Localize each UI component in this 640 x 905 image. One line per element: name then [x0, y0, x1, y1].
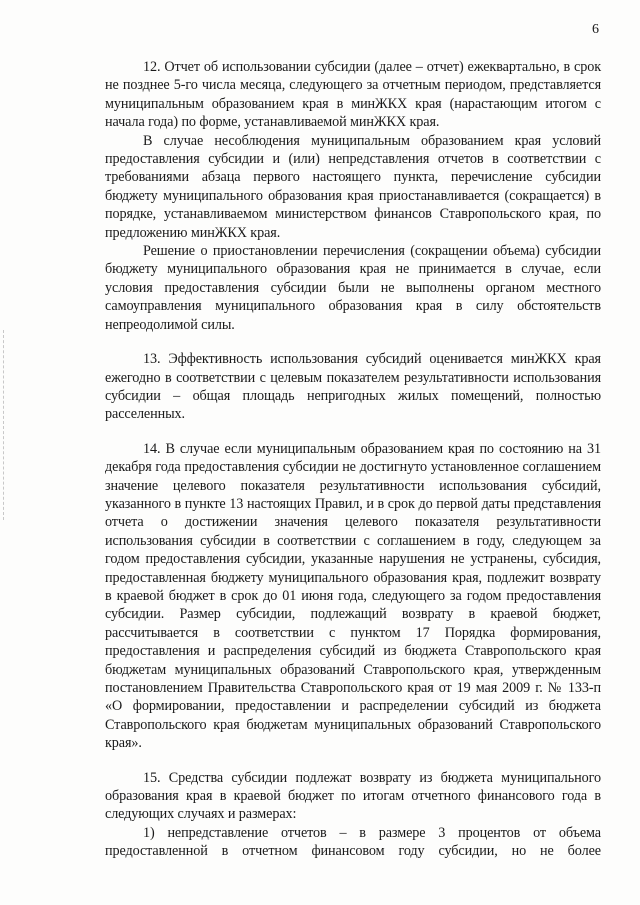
- paragraph-15-item-1: 1) непредставление отчетов – в размере 3 процентов от объема предоставленной в отчетном финансовом году субсидии, но не более: [105, 824, 601, 860]
- paragraph-gap: [105, 334, 601, 350]
- paragraph-gap: [105, 424, 601, 440]
- paragraph-12: 12. Отчет об использовании субсидии (далее – отчет) ежеквартально, в срок не позднее 5-го числа месяца, следующего за отчетным периодом, представляется муниципальным образованием края в минЖКХ края (нарастающим итогом с начала года) по форме, устанавливаемой минЖКХ края.: [105, 59, 601, 131]
- paragraph-gap: [105, 753, 601, 769]
- page-number: 6: [592, 22, 599, 37]
- paragraph-15: 15. Средства субсидии подлежат возврату из бюджета муниципального образования края в краевой бюджет по итогам отчетного финансового года в следующих случаях и размерах:: [105, 769, 601, 823]
- paragraph-12-noncompliance: В случае несоблюдения муниципальным образованием края условий предоставления субсидии и (или) непредставления отчетов в соответствии с требованиями абзаца первого настоящего пункта, перечисление субсидии бюджету муниципального образования края приостанавливается (сокращается) в порядке, устанавливаемом министерством финансов Ставропольского края, по предложению минЖКХ края.: [105, 132, 601, 241]
- document-body: [105, 58, 601, 861]
- paragraph-14: 14. В случае если муниципальным образованием края по состоянию на 31 декабря года предоставления субсидии не достигнуто установленное соглашением значение целевого показателя результативности использования субсидий, указанного в пункте 13 настоящих Правил, и в срок до первой даты представления отчета о достижении значения целевого показателя результативности использования субсидии в соответствии с соглашением в году, следующем за годом предоставления субсидии, указанные нарушения не устранены, субсидия, предоставленная бюджету муниципального образования края, подлежит возврату в краевой бюджет в срок до 01 июня года, следующего за годом предоставления субсидии. Размер субсидии, подлежащий возврату в краевой бюджет, рассчитывается в соответствии с пунктом 17 Порядка формирования, предоставления и распределения субсидий из бюджета Ставропольского края бюджетам муниципальных образований Ставропольского края, утвержденным постановлением Правительства Ставропольского края от 19 мая 2009 г. № 133-п «О формировании, предоставлении и распределении субсидий из бюджета Ставропольского края бюджетам муниципальных образований Ставропольского края».: [105, 440, 601, 752]
- paragraph-12-suspension-decision: Решение о приостановлении перечисления (сокращении объема) субсидии бюджету муниципального образования края не принимается в случае, если условия предоставления субсидии были не выполнены органом местного самоуправления муниципального образования края в силу обстоятельств непреодолимой силы.: [105, 243, 601, 333]
- margin-scan-marks: [3, 330, 6, 520]
- paragraph-13: 13. Эффективность использования субсидий оценивается минЖКХ края ежегодно в соответствии с целевым показателем результативности использования субсидии – общая площадь непригодных жилых помещений, полностью расселенных.: [105, 351, 601, 423]
